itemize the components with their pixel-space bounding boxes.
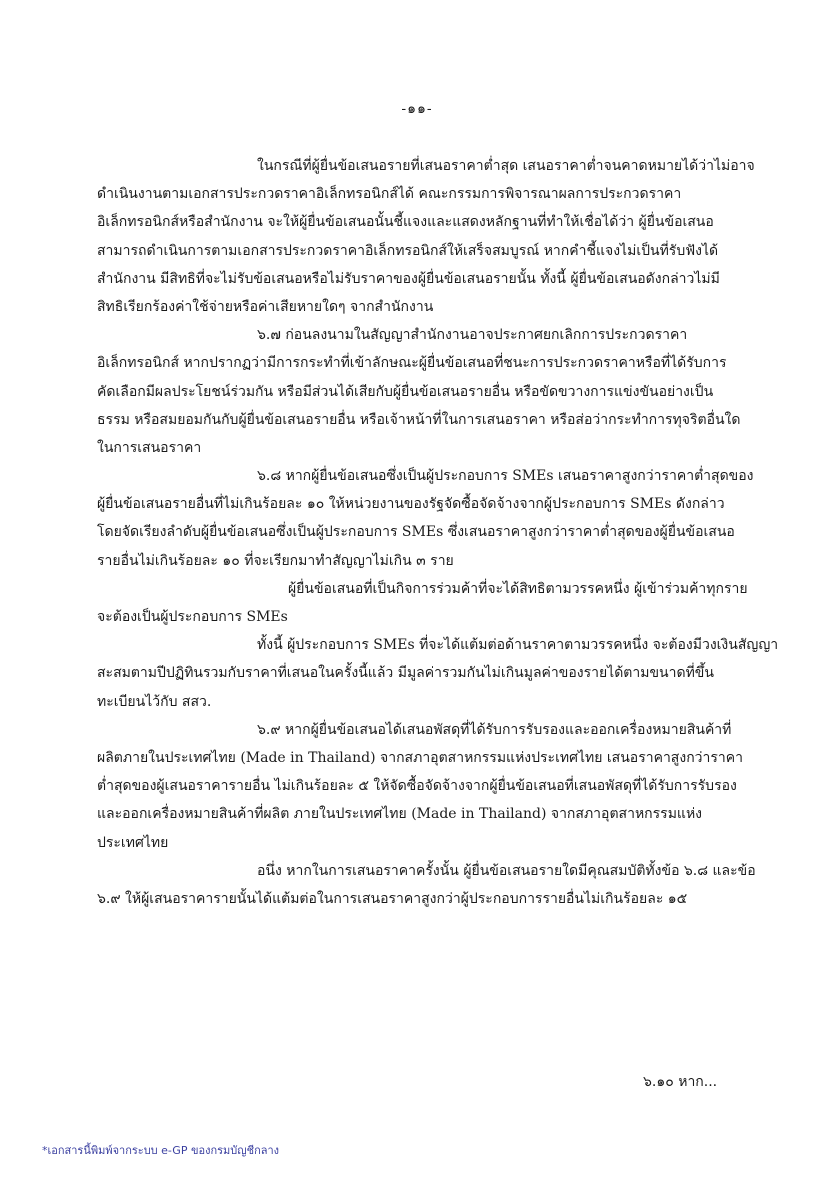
text-line: ทะเบียนไว้กับ สสว. xyxy=(97,693,212,710)
text-line: ในกรณีที่ผู้ยื่นข้อเสนอรายที่เสนอราคาต่ำสุด เสนอราคาต่ำจนคาดหมายได้ว่าไม่อาจ xyxy=(257,158,755,174)
footer-note: *เอกสารนี้พิมพ์จากระบบ e-GP ของกรมบัญชีกลาง xyxy=(42,1144,280,1157)
text-line: อนึ่ง หากในการเสนอราคาครั้งนั้น ผู้ยื่นข้อเสนอรายใดมีคุณสมบัติทั้งข้อ ๖.๘ และข้อ xyxy=(257,862,756,879)
text-line: สิทธิเรียกร้องค่าใช้จ่ายหรือค่าเสียหายใดๆ จากสำนักงาน xyxy=(97,298,434,315)
text-line: ทั้งนี้ ผู้ประกอบการ SMEs ที่จะได้แต้มต่อด้านราคาตามวรรคหนึ่ง จะต้องมีวงเงินสัญญา xyxy=(257,637,779,654)
text-line: สะสมตามปีปฏิทินรวมกับราคาที่เสนอในครั้งนี้แล้ว มีมูลค่ารวมกันไม่เกินมูลค่าของรายได้ตามขนาดที่ขึ้น xyxy=(97,665,714,682)
text-line: โดยจัดเรียงลำดับผู้ยื่นข้อเสนอซึ่งเป็นผู้ประกอบการ SMEs ซึ่งเสนอราคาสูงกว่าราคาต่ำสุดของผู้ยื่นข้อเสนอ xyxy=(97,524,735,541)
page-number: -๑๑- xyxy=(401,101,433,117)
text-line: ต่ำสุดของผู้เสนอราคารายอื่น ไม่เกินร้อยละ ๕ ให้จัดซื้อจัดจ้างจากผู้ยื่นข้อเสนอที่เสนอพัสดุที่ได้รับการรับรอง xyxy=(97,778,737,795)
text-line: ผู้ยื่นข้อเสนอที่เป็นกิจการร่วมค้าที่จะได้สิทธิตามวรรคหนึ่ง ผู้เข้าร่วมค้าทุกราย xyxy=(288,580,748,597)
clause-6-9-heading: ๖.๙ หากผู้ยื่นข้อเสนอได้เสนอพัสดุที่ได้รับการรับรองและออกเครื่องหมายสินค้าที่ xyxy=(257,721,732,738)
text-line: ผู้ยื่นข้อเสนอรายอื่นที่ไม่เกินร้อยละ ๑๐ ให้หน่วยงานของรัฐจัดซื้อจัดจ้างจากผู้ประกอบการ SMEs ดังกล่าว xyxy=(97,496,725,513)
text-line: อิเล็กทรอนิกส์ หากปรากฏว่ามีการกระทำที่เข้าลักษณะผู้ยื่นข้อเสนอที่ชนะการประกวดราคาหรือที่ได้รับการ xyxy=(97,355,727,372)
document-body xyxy=(97,152,779,913)
text-line: ประเทศไทย xyxy=(97,834,169,851)
text-line: สามารถดำเนินการตามเอกสารประกวดราคาอิเล็กทรอนิกส์ให้เสร็จสมบูรณ์ หากคำชี้แจงไม่เป็นที่รับฟังได้ xyxy=(97,242,719,259)
text-line: และออกเครื่องหมายสินค้าที่ผลิต ภายในประเทศไทย (Made in Thailand) จากสภาอุตสาหกรรมแห่ง xyxy=(97,806,703,823)
text-line: คัดเลือกมีผลประโยชน์ร่วมกัน หรือมีส่วนได้เสียกับผู้ยื่นข้อเสนอรายอื่น หรือขัดขวางการแข่งขันอย่างเป็น xyxy=(97,383,714,400)
text-line: ดำเนินงานตามเอกสารประกวดราคาอิเล็กทรอนิกส์ได้ คณะกรรมการพิจารณาผลการประกวดราคา xyxy=(97,186,682,203)
continuation-note: ๖.๑๐ หาก... xyxy=(643,1074,718,1090)
text-line: ผลิตภายในประเทศไทย (Made in Thailand) จากสภาอุตสาหกรรมแห่งประเทศไทย เสนอราคาสูงกว่าราคา xyxy=(97,749,743,766)
text-line: รายอื่นไม่เกินร้อยละ ๑๐ ที่จะเรียกมาทำสัญญาไม่เกิน ๓ ราย xyxy=(97,552,454,569)
text-line: ๖.๙ ให้ผู้เสนอราคารายนั้นได้แต้มต่อในการเสนอราคาสูงกว่าผู้ประกอบการรายอื่นไม่เกินร้อยละ ๑๕ xyxy=(97,890,688,907)
text-line: จะต้องเป็นผู้ประกอบการ SMEs xyxy=(97,609,288,625)
text-line: ในการเสนอราคา xyxy=(97,439,202,456)
clause-6-7-heading: ๖.๗ ก่อนลงนามในสัญญาสำนักงานอาจประกาศยกเลิกการประกวดราคา xyxy=(257,327,688,344)
text-line: ธรรม หรือสมยอมกันกับผู้ยื่นข้อเสนอรายอื่น หรือเจ้าหน้าที่ในการเสนอราคา หรือส่อว่ากระทำการทุจริตอื่นใด xyxy=(97,411,741,428)
clause-6-8-heading: ๖.๘ หากผู้ยื่นข้อเสนอซึ่งเป็นผู้ประกอบการ SMEs เสนอราคาสูงกว่าราคาต่ำสุดของ xyxy=(257,468,754,485)
text-line: อิเล็กทรอนิกส์หรือสำนักงาน จะให้ผู้ยื่นข้อเสนอนั้นชี้แจงและแสดงหลักฐานที่ทำให้เชื่อได้ว่า ผู้ยื่นข้อเสนอ xyxy=(97,214,714,231)
text-line: สำนักงาน มีสิทธิที่จะไม่รับข้อเสนอหรือไม่รับราคาของผู้ยื่นข้อเสนอรายนั้น ทั้งนี้ ผู้ยื่นข้อเสนอดังกล่าวไม่มี xyxy=(97,270,720,287)
